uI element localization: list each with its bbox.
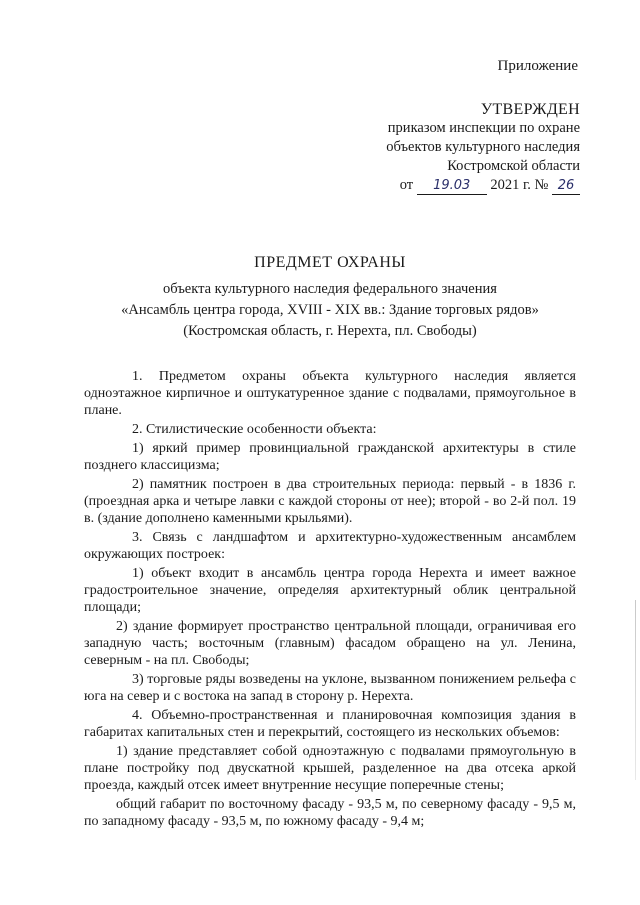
- paragraph-6: 1) объект входит в ансамбль центра города Нерехта и имеет важное градостроительное значение, определяя архитектурный облик центральной площади;: [84, 566, 576, 615]
- handwritten-date: 19.03: [417, 178, 487, 195]
- approval-block: [320, 100, 580, 195]
- title-main: ПРЕДМЕТ ОХРАНЫ: [254, 254, 406, 271]
- date-prefix: от: [399, 177, 414, 193]
- paragraph-11: общий габарит по восточному фасаду - 93,5 м, по северному фасаду - 9,5 м, по западному фасаду - 93,5 м, по южному фасаду - 9,4 м;: [84, 797, 576, 829]
- order-line-1: приказом инспекции по охране: [387, 120, 580, 136]
- paragraph-1: 1. Предметом охраны объекта культурного наследия является одноэтажное кирпичное и оштукатуренное здание с подвалами, прямоугольное в плане.: [84, 369, 576, 418]
- year-number-text: 2021 г. №: [490, 177, 549, 193]
- order-line-3: Костромской области: [447, 158, 580, 174]
- appendix-label: Приложение: [497, 58, 578, 74]
- handwritten-number: 26: [552, 178, 580, 195]
- title-line-1: объекта культурного наследия федерального значения: [163, 281, 497, 297]
- paragraph-9: 4. Объемно-пространственная и планировочная композиция здания в габаритах капитальных стен и перекрытий, состоящего из нескольких объемов:: [84, 708, 576, 740]
- order-date-line: [320, 176, 580, 195]
- order-line-2: объектов культурного наследия: [386, 139, 580, 155]
- title-line-2: «Ансамбль центра города, XVIII - XIX вв.: Здание торговых рядов»: [121, 302, 539, 318]
- title-line-3: (Костромская область, г. Нерехта, пл. Свободы): [183, 323, 477, 339]
- paragraph-10: 1) здание представляет собой одноэтажную с подвалами прямоугольную в плане постройку под двускатной крышей, разделенное на два отсека аркой проезда, каждый отсек имеет внутренние несущие поперечные стены;: [84, 744, 576, 793]
- paragraph-4: 2) памятник построен в два строительных периода: первый - в 1836 г. (проездная арка и четыре лавки с каждой стороны от нее); второй - во 2-й пол. 19 в. (здание дополнено каменными крыльями).: [84, 477, 576, 526]
- document-body: [84, 368, 576, 830]
- document-title: [90, 252, 570, 342]
- paragraph-8: 3) торговые ряды возведены на уклоне, вызванном понижением рельефа с юга на север и с востока на запад в сторону р. Нерехта.: [84, 672, 576, 704]
- scan-edge-shadow: [635, 600, 636, 780]
- paragraph-2: 2. Стилистические особенности объекта:: [132, 422, 377, 437]
- paragraph-3: 1) яркий пример провинциальной гражданской архитектуры в стиле позднего классицизма;: [84, 441, 576, 473]
- paragraph-7: 2) здание формирует пространство центральной площади, ограничивая его западную часть; восточным (главным) фасадом обращено на ул. Ленина, северным - на пл. Свободы;: [84, 619, 576, 668]
- approved-heading: УТВЕРЖДЕН: [480, 101, 580, 118]
- paragraph-5: 3. Связь с ландшафтом и архитектурно-художественным ансамблем окружающих построек:: [84, 530, 576, 562]
